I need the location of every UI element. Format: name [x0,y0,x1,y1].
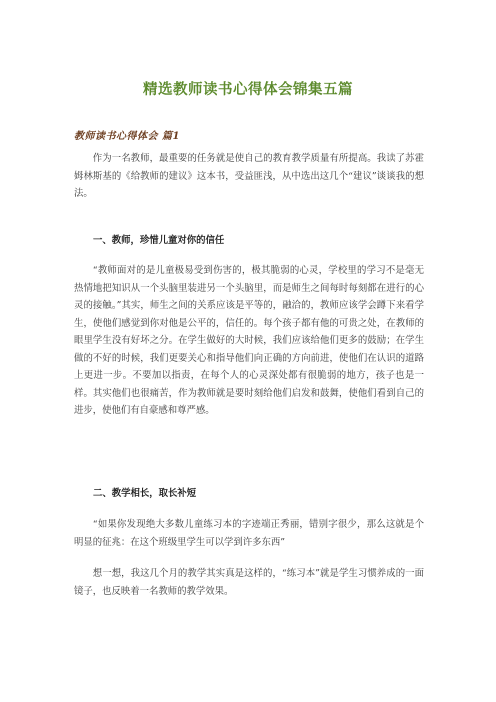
reflection-paragraph: 想一想，我这几个月的教学其实真是这样的，“练习本”就是学生习惯养成的一面镜子，也反映着一名教师的教学效果。 [74,568,424,597]
subheading-trust: 一、教师，珍惜儿童对你的信任 [93,235,225,246]
document-title: 精选教师读书心得体会锦集五篇 [143,82,353,98]
section-heading: 教师读书心得体会 篇1 [74,131,180,142]
trust-paragraph: “教师面对的是儿童极易受到伤害的，极其脆弱的心灵，学校里的学习不是毫无热情地把知识从一个头脑里装进另一个头脑里，而是师生之间每时每刻都在进行的心灵的接触。”其实，师生之间的关系应该是平等的，融洽的，教师应该学会蹲下来看学生，使他们感觉到你对他是公平的，信任的。每个孩子都有他的可贵之处，在教师的眼里学生没有好坏之分。在学生做好的大时候，我们应该给他们更多的鼓励；在学生做的不好的时候，我们更要关心和指导他们向正确的方向前进，使他们在认识的道路上更进一步。不要加以指责，在每个人的心灵深处都有很脆弱的地方，孩子也是一样。其实他们也很痛苦，作为教师就是要时刻给他们启发和鼓舞，使他们看到自己的进步，使他们有自豪感和尊严感。 [74,265,424,416]
notebook-quote-paragraph: “如果你发现绝大多数儿童练习本的字迹端正秀丽，错别字很少，那么这就是个明显的征兆：在这个班级里学生可以学到许多东西” [74,519,424,548]
intro-paragraph: 作为一名教师，最重要的任务就是使自己的教育教学质量有所提高。我读了苏霍姆林斯基的《给教师的建议》这本书，受益匪浅，从中选出这几个“建议”谈谈我的想法。 [74,153,424,199]
subheading-teaching: 二、教学相长，取长补短 [93,488,197,499]
